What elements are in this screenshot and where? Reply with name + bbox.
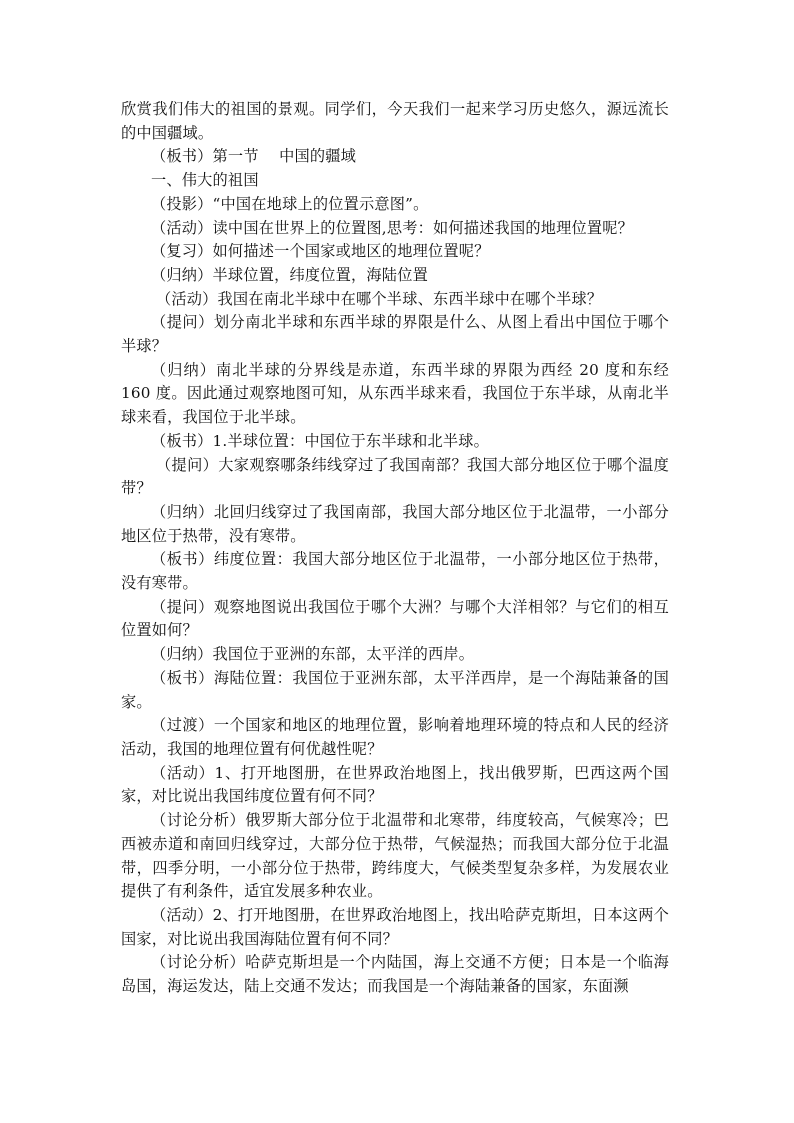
paragraph: （活动）读中国在世界上的位置图,思考：如何描述我国的地理位置呢？: [151, 218, 634, 237]
paragraph: （讨论分析）俄罗斯大部分位于北温带和北寒带，纬度较高，气候寒冷；巴西被赤道和南回归线穿过，大部分位于热带，气候湿热；而我国大部分位于北温带，四季分明，一小部分位于热带，跨纬度大，气候类型复杂多样，为发展农业提供了有利条件，适宜发展多种农业。: [121, 811, 669, 901]
paragraph: （投影）“中国在地球上的位置示意图”。: [151, 194, 429, 213]
paragraph: （提问）观察地图说出我国位于哪个大洲？与哪个大洋相邻？与它们的相互位置如何？: [121, 597, 669, 640]
section-heading: 一、伟大的祖国: [151, 171, 259, 190]
paragraph: （讨论分析）哈萨克斯坦是一个内陆国，海上交通不方便；日本是一个临海岛国，海运发达，陆上交通不发达；而我国是一个海陆兼备的国家，东面濒: [121, 953, 669, 996]
paragraph: （提问）大家观察哪条纬线穿过了我国南部？我国大部分地区位于哪个温度带？: [121, 455, 669, 498]
paragraph: （板书）海陆位置：我国位于亚洲东部，太平洋西岸，是一个海陆兼备的国家。: [121, 668, 669, 711]
paragraph: （归纳）我国位于亚洲的东部，太平洋的西岸。: [151, 645, 475, 664]
paragraph: （归纳）半球位置，纬度位置，海陆位置: [151, 265, 428, 284]
paragraph: （活动）我国在南北半球中在哪个半球、东西半球中在哪个半球？: [156, 289, 603, 308]
paragraph: （提问）划分南北半球和东西半球的界限是什么、从图上看出中国位于哪个半球？: [121, 313, 669, 356]
paragraph: （归纳）南北半球的分界线是赤道，东西半球的界限为西经 20 度和东经 160 度。因此通过观察地图可知，从东西半球来看，我国位于东半球，从南北半球来看，我国位于北半球。: [121, 360, 669, 427]
paragraph: （归纳）北回归线穿过了我国南部，我国大部分地区位于北温带，一小部分地区位于热带，没有寒带。: [121, 502, 669, 545]
paragraph: （活动）2、打开地图册，在世界政治地图上，找出哈萨克斯坦，日本这两个国家，对比说出我国海陆位置有何不同？: [121, 905, 669, 948]
paragraph: （板书）纬度位置：我国大部分地区位于北温带，一小部分地区位于热带，没有寒带。: [121, 550, 669, 593]
paragraph: （板书）1.半球位置：中国位于东半球和北半球。: [151, 431, 490, 450]
document-body: [121, 98, 669, 999]
paragraph: （过渡）一个国家和地区的地理位置，影响着地理环境的特点和人民的经济活动，我国的地理位置有何优越性呢？: [121, 716, 669, 758]
board-heading: （板书）第一节 中国的疆域: [151, 147, 357, 166]
paragraph: （活动）1、打开地图册，在世界政治地图上，找出俄罗斯，巴西这两个国家，对比说出我国纬度位置有何不同？: [121, 763, 669, 806]
paragraph: （复习）如何描述一个国家或地区的地理位置呢？: [151, 242, 490, 261]
paragraph: 欣赏我们伟大的祖国的景观。同学们，今天我们一起来学习历史悠久，源远流长的中国疆域。: [121, 100, 669, 142]
